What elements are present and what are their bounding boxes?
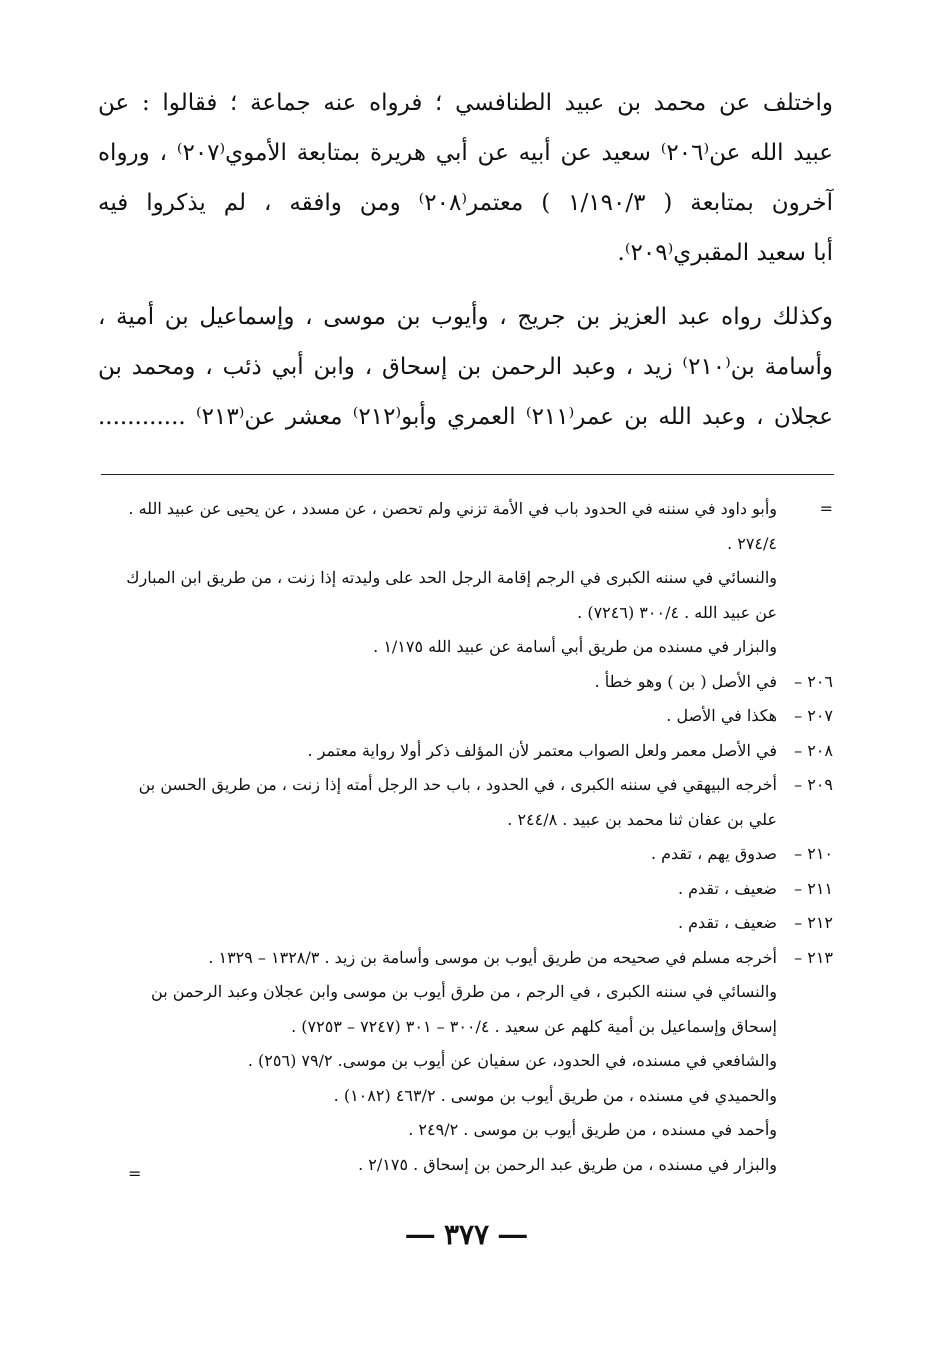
footnote-number: ٢٠٦ – bbox=[794, 671, 833, 691]
footnote-number: ٢١١ – bbox=[794, 878, 833, 898]
footnote-line: صدوق يهم ، تقدم . bbox=[650, 844, 777, 863]
footnote-entry bbox=[93, 734, 833, 769]
main-paragraph-2 bbox=[98, 292, 833, 442]
footnote-line: والشافعي في مسنده، في الحدود، عن سفيان عن أيوب بن موسى. ٧٩/٢ (٢٥٦) . bbox=[247, 1051, 777, 1070]
footnote-line: والحميدي في مسنده ، من طريق أيوب بن موسى . ٤٦٣/٢ (١٠٨٢) . bbox=[333, 1085, 777, 1105]
footnote-text bbox=[93, 561, 777, 630]
footnote-line: ضعيف ، تقدم . bbox=[677, 913, 777, 932]
footnote-entry bbox=[93, 768, 833, 837]
footnote-text bbox=[93, 906, 777, 941]
footnote-line: عن عبيد الله . ٣٠٠/٤ (٧٢٤٦) . bbox=[577, 602, 777, 622]
footnote-line: ٢٧٤/٤ . bbox=[727, 533, 777, 553]
footnote-line: وأبو داود في سننه في الحدود باب في الأمة تزني ولم تحصن ، عن مسدد ، عن يحيى عن عبيد الله . bbox=[128, 499, 777, 518]
footnotes-section bbox=[93, 492, 833, 1182]
page-number: ― ٣٧٧ ― bbox=[406, 1218, 527, 1251]
footnote-line: والنسائي في سننه الكبرى في الرجم إقامة الرجل الحد على وليدته إذا زنت ، من طريق ابن المبارك bbox=[126, 568, 777, 587]
footnote-entry bbox=[93, 665, 833, 700]
text-line: عبيد الله عن⁽٢٠٦⁾ سعيد عن أبيه عن أبي هريرة بمتابعة الأموي⁽٢٠٧⁾ ، ورواه bbox=[98, 140, 833, 166]
footnote-number: ٢٠٧ – bbox=[794, 706, 833, 725]
footnote-text bbox=[93, 872, 777, 907]
footnote-line: أخرجه البيهقي في سننه الكبرى ، في الحدود ، باب حد الرجل أمته إذا زنت ، من طريق الحسن بن bbox=[138, 775, 777, 794]
footnote-line: والنسائي في سننه الكبرى ، في الرجم ، من طرق أيوب بن موسى وابن عجلان وعبد الرحمن بن bbox=[151, 982, 777, 1001]
footnote-entry bbox=[93, 699, 833, 734]
footnote-entry bbox=[93, 941, 833, 1183]
text-line: عجلان ، وعبد الله بن عمر⁽٢١١⁾ العمري وأبو⁽٢١٢⁾ معشر عن⁽٢١٣⁾ ............ bbox=[98, 404, 834, 430]
footnote-entry bbox=[93, 630, 833, 665]
footnote-number: = bbox=[819, 499, 833, 518]
footnote-text bbox=[93, 630, 777, 665]
footnote-entry bbox=[93, 492, 833, 561]
text-line: آخرون بمتابعة ( ١/١٩٠/٣ ) معتمر⁽٢٠٨⁾ ومن وافقه ، لم يذكروا فيه bbox=[98, 190, 833, 216]
continuation-mark: = bbox=[128, 1164, 142, 1183]
footnote-line: إسحاق وإسماعيل بن أمية كلهم عن سعيد . ٣٠٠/٤ – ٣٠١ (٧٢٤٧ – ٧٢٥٣) . bbox=[291, 1016, 777, 1036]
footnote-divider bbox=[101, 474, 834, 475]
footnote-entry bbox=[93, 906, 833, 941]
footnote-line: وأحمد في مسنده ، من طريق أيوب بن موسى . ٢٤٩/٢ . bbox=[408, 1120, 777, 1139]
main-paragraph-1 bbox=[98, 78, 833, 278]
footnote-line: أخرجه مسلم في صحيحه من طريق أيوب بن موسى وأسامة بن زيد . ١٣٢٨/٣ – ١٣٢٩ . bbox=[208, 947, 777, 967]
text-line: واختلف عن محمد بن عبيد الطنافسي ؛ فرواه عنه جماعة ؛ فقالوا : عن bbox=[98, 90, 833, 116]
footnote-text bbox=[93, 837, 777, 872]
footnote-text bbox=[93, 699, 777, 734]
footnote-number: ٢١٣ – bbox=[794, 947, 833, 967]
footnote-text bbox=[93, 665, 777, 700]
footnote-text bbox=[93, 492, 777, 561]
footnote-line: في الأصل معمر ولعل الصواب معتمر لأن المؤلف ذكر أولا رواية معتمر . bbox=[307, 740, 777, 760]
footnote-line: ضعيف ، تقدم . bbox=[677, 878, 777, 898]
footnote-text bbox=[93, 734, 777, 769]
footnote-line: هكذا في الأصل . bbox=[666, 706, 777, 725]
footnote-number: ٢١٠ – bbox=[794, 844, 833, 863]
text-line: وأسامة بن⁽٢١٠⁾ زيد ، وعبد الرحمن بن إسحاق ، وابن أبي ذئب ، ومحمد بن bbox=[98, 354, 834, 380]
text-line: وكذلك رواه عبد العزيز بن جريج ، وأيوب بن موسى ، وإسماعيل بن أمية ، bbox=[98, 304, 833, 330]
footnote-line: والبزار في مسنده ، من طريق عبد الرحمن بن إسحاق . ٢/١٧٥ . bbox=[358, 1154, 777, 1174]
footnote-text bbox=[93, 768, 777, 837]
footnote-number: ٢٠٩ – bbox=[794, 775, 833, 794]
footnote-line: علي بن عفان ثنا محمد بن عبيد . ٢٤٤/٨ . bbox=[507, 809, 777, 829]
footnote-entry bbox=[93, 561, 833, 630]
footnote-line: والبزار في مسنده من طريق أبي أسامة عن عبيد الله ١/١٧٥ . bbox=[373, 637, 777, 656]
footnote-number: ٢٠٨ – bbox=[794, 740, 833, 760]
text-line: أبا سعيد المقبري⁽٢٠٩⁾. bbox=[617, 240, 833, 266]
footnote-number: ٢١٢ – bbox=[794, 913, 833, 932]
footnote-text bbox=[93, 941, 777, 1183]
footnote-entry bbox=[93, 872, 833, 907]
footnote-entry bbox=[93, 837, 833, 872]
footnote-line: في الأصل ( بن ) وهو خطأ . bbox=[594, 671, 777, 691]
